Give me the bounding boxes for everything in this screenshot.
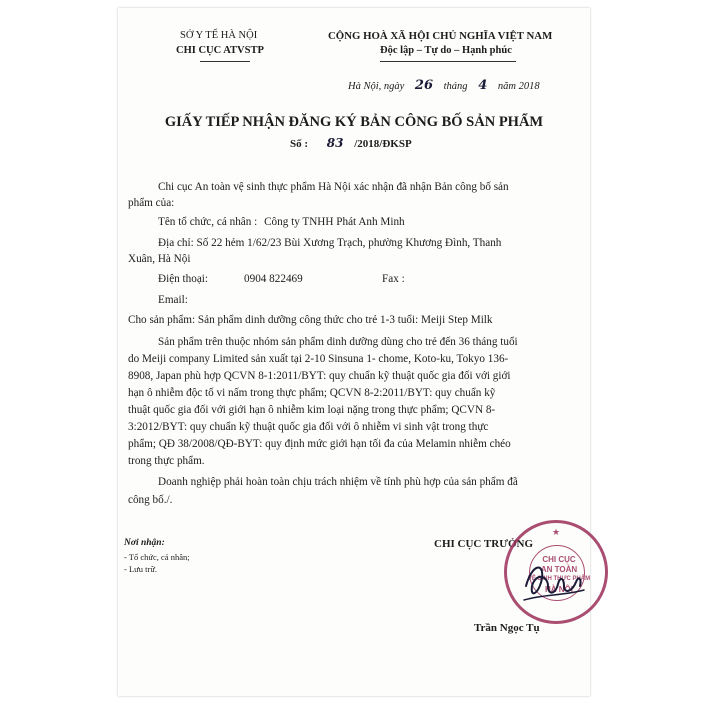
org-line	[158, 216, 405, 228]
recipient-item: - Lưu trữ.	[124, 564, 158, 574]
desc-line-5: thuật quốc gia đối với giới hạn ô nhiễm kim loại nặng trong thực phẩm; QCVN 8-	[128, 404, 496, 416]
date-day: 26	[414, 78, 434, 93]
closing-line-1: Doanh nghiệp phải hoàn toàn chịu trách nhiệm về tính phù hợp của sản phẩm đã	[158, 476, 518, 488]
document-number	[290, 136, 412, 150]
address-line-2: Xuân, Hà Nội	[128, 253, 191, 265]
signer-name: Trần Ngọc Tụ	[474, 622, 540, 634]
number-suffix: /2018/ĐKSP	[354, 138, 412, 150]
seal-text-line: VỆ SINH THỰC PHẨM	[527, 576, 591, 582]
fax-label: Fax :	[382, 273, 405, 285]
product-line: Cho sản phẩm: Sản phẩm dinh dưỡng công thức cho trẻ 1-3 tuổi: Meiji Step Milk	[128, 314, 493, 326]
org-value: Công ty TNHH Phát Anh Minh	[264, 216, 405, 228]
intro-line-1: Chi cục An toàn vệ sinh thực phẩm Hà Nội xác nhận đã nhận Bản công bố sản	[158, 181, 509, 193]
agency-name: CHI CỤC ATVSTP	[176, 45, 264, 56]
star-icon: ★	[552, 527, 561, 537]
desc-line-7: phẩm; QĐ 38/2008/QĐ-BYT: quy định mức giới hạn tối đa của Melamin nhiễm chéo	[128, 438, 511, 450]
org-label: Tên tổ chức, cá nhân :	[158, 216, 258, 228]
address-line-1: Địa chỉ: Số 22 hẻm 1/62/23 Bùi Xương Trạch, phường Khương Đình, Thanh	[158, 237, 502, 249]
desc-line-4: hạn ô nhiễm độc tố vi nấm trong thực phẩm; QCVN 8-2:2011/BYT: quy chuẩn kỹ	[128, 387, 496, 399]
agency-parent: SỞ Y TẾ HÀ NỘI	[180, 30, 258, 41]
phone-value: 0904 822469	[244, 273, 303, 285]
recipient-item: - Tổ chức, cá nhân;	[124, 552, 190, 562]
date-line	[348, 78, 540, 93]
email-label: Email:	[158, 294, 188, 306]
phone-label: Điện thoại:	[158, 273, 209, 285]
date-month: 4	[478, 78, 488, 93]
desc-line-6: 3:2012/BYT: quy chuẩn kỹ thuật quốc gia đối với ô nhiễm vi sinh vật trong thực	[128, 421, 489, 433]
desc-line-2: do Meiji company Limited sản xuất tại 2-10 Sinsuna 1- chome, Koto-ku, Tokyo 136-	[128, 353, 509, 365]
seal-text-line: AN TOÀN	[540, 565, 578, 574]
country-motto: Độc lập – Tự do – Hạnh phúc	[380, 45, 512, 56]
number-value: 83	[326, 136, 344, 150]
desc-line-1: Sản phẩm trên thuộc nhóm sản phẩm dinh dưỡng dùng cho trẻ đến 36 tháng tuổi	[158, 336, 518, 348]
intro-line-2: phẩm của:	[128, 197, 175, 209]
country-name: CỘNG HOÀ XÃ HỘI CHỦ NGHĨA VIỆT NAM	[328, 30, 553, 42]
recipients-title: Nơi nhận:	[124, 538, 165, 548]
handwritten-signature	[518, 556, 588, 608]
date-year: năm 2018	[497, 81, 540, 92]
closing-line-2: công bố./.	[128, 494, 173, 506]
seal-text-line: CHI CỤC	[542, 555, 576, 564]
date-month-word: tháng	[443, 81, 468, 92]
date-prefix: Hà Nội, ngày	[348, 81, 405, 92]
signer-position: CHI CỤC TRƯỞNG	[434, 538, 534, 550]
document-title: GIẤY TIẾP NHẬN ĐĂNG KÝ BẢN CÔNG BỐ SẢN PHẨM	[164, 114, 544, 130]
seal-text-line: HÀ NỘI	[545, 585, 573, 594]
desc-line-8: trong thực phẩm.	[128, 455, 205, 467]
motto-underline	[380, 61, 516, 62]
document-page	[118, 8, 590, 696]
agency-underline	[200, 61, 250, 62]
number-label: Số :	[290, 138, 309, 150]
desc-line-3: 8908, Japan phù hợp QCVN 8-1:2011/BYT: quy chuẩn kỹ thuật quốc gia đối với giới	[128, 370, 511, 382]
